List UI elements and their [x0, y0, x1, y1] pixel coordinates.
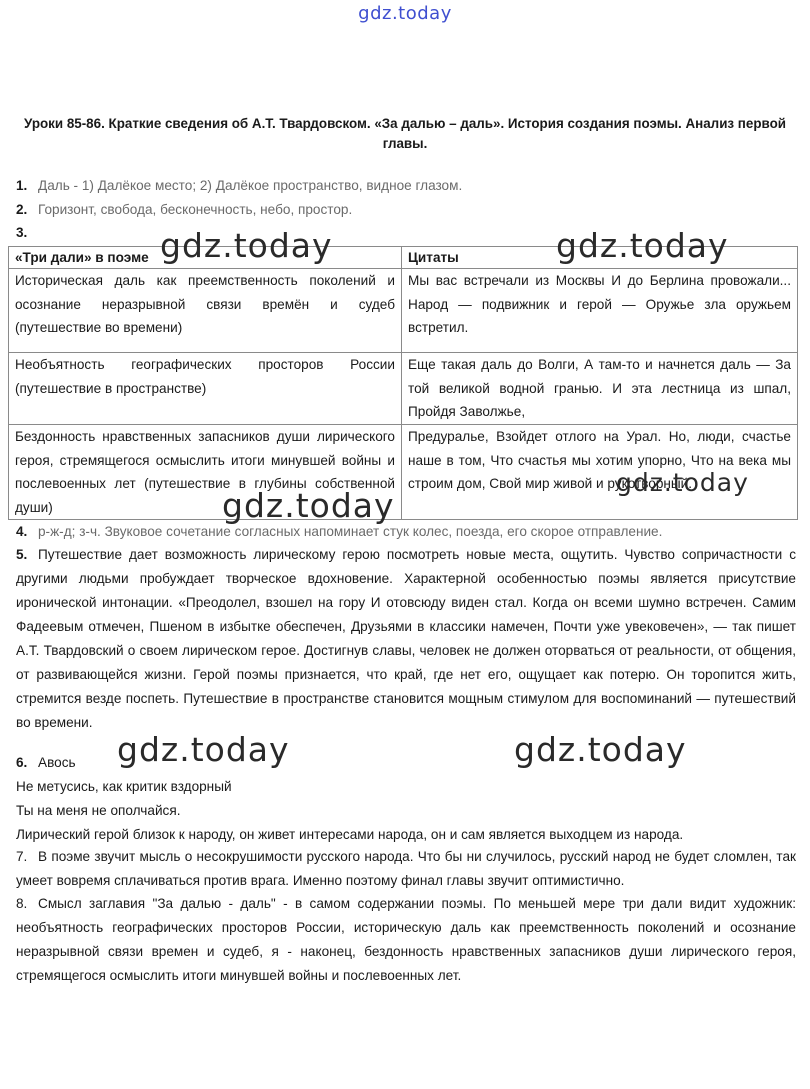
item-text: Горизонт, свобода, бесконечность, небо, простор.	[38, 202, 353, 217]
item-text: Смысл заглавия "За далью - даль" - в самом содержании поэмы. По меньшей мере три дали видит художник: необъятность географических просторов России, историческую даль как преемственность поколений и осознание неразрывной связи времен и судеб, я - наконец, бездонность нравственных запасников души лирического героя, стремящегося осмыслить итоги минувшей войны и послевоенных лет.	[16, 896, 796, 983]
table-cell: Мы вас встречали из Москвы И до Берлина провожали... Народ — подвижник и герой — Оружье зла оружьем встретил.	[402, 269, 798, 353]
item-number: 5.	[16, 547, 28, 562]
item-text: В поэме звучит мысль о несокрушимости русского народа. Что бы ни случилось, русский народ не будет сломлен, так умеет вовремя сплачиваться против врага. Именно поэтому финал главы звучит оптимистично.	[16, 849, 796, 888]
item-text: р-ж-д; з-ч. Звуковое сочетание согласных напоминает стук колес, поезда, его скорое отправление.	[38, 524, 663, 539]
item-number: 7.	[16, 849, 28, 864]
table-cell: Предуралье, Взойдет отлого на Урал. Но, люди, счастье наше в том, Что счастья мы хотим упорно, Что на века мы строим дом, Свой мир живой и рукотворный.	[402, 425, 798, 520]
watermark-text: gdz.today	[222, 486, 395, 525]
header-site-link[interactable]: gdz.today	[358, 3, 452, 24]
table-row	[9, 353, 798, 425]
list-item-5	[16, 543, 796, 735]
table-cell: Историческая даль как преемственность поколений и осознание неразрывной связи времён и судеб (путешествие во времени)	[9, 269, 402, 353]
table-header-cell: «Три дали» в поэме	[9, 247, 402, 269]
item-text: Путешествие дает возможность лирическому герою посмотреть новые места, ощутить. Чувство сопричастности с другими людьми пробуждает творческое вдохновение. Характерной особенностью поэмы является присутствие иронической интонации. «Преодолел, взошел на гору И отовсюду виден стал. Когда он всеми шумно встречен. Самим Фадеевым отмечен, Пшеном в избытке обеспечен, Друзьями в классики намечен, Почти уже увековечен», — так пишет А.Т. Твардовский о своем лирическом герое. Достигнув славы, человек не должен оторваться от реальности, от общения, от развивающейся жизни. Герой поэмы признается, что край, где нет его, ощущает как потерю. Он торопится жить, стремится везде поспеть. Путешествие в пространстве становится мощным стимулом для воспоминаний — путешествий во времени.	[16, 547, 796, 730]
watermark-text: gdz.today	[117, 730, 290, 769]
list-item-1	[16, 174, 796, 198]
item-text: Лирический герой близок к народу, он живет интересами народа, он и сам является выходцем из народа.	[16, 827, 684, 842]
table-row	[9, 269, 798, 353]
poem-line: Не метусись, как критик вздорный	[16, 779, 232, 794]
item-word: Авось	[38, 755, 76, 770]
page-title: Уроки 85-86. Краткие сведения об А.Т. Твардовском. «За далью – даль». История создания поэмы. Анализ первой главы.	[24, 116, 786, 151]
item-number: 8.	[16, 896, 28, 911]
watermark-text: gdz.today	[160, 226, 333, 265]
watermark-text: gdz.today	[556, 226, 729, 265]
item-number: 4.	[16, 524, 28, 539]
list-item-8	[16, 892, 796, 988]
item-number: 1.	[16, 178, 28, 193]
table-cell: Необъятность географических просторов России (путешествие в пространстве)	[9, 353, 402, 425]
list-item-2	[16, 198, 796, 222]
watermark-text: gdz.today	[514, 730, 687, 769]
table-header-cell: Цитаты	[402, 247, 798, 269]
item-number: 6.	[16, 755, 28, 770]
table-cell: Бездонность нравственных запасников души лирического героя, стремящегося осмыслить итоги минувшей войны и послевоенных лет (путешествие в глубины собственной души)	[9, 425, 402, 520]
poem-line: Ты на меня не ополчайся.	[16, 803, 181, 818]
item-text: Даль - 1) Далёкое место; 2) Далёкое пространство, видное глазом.	[38, 178, 463, 193]
list-item-4	[16, 520, 796, 544]
table-cell: Еще такая даль до Волги, А там-то и начнется даль — За той великой водной гранью. И эта лестница из шпал, Пройдя Заволжье,	[402, 353, 798, 425]
watermark-text: gdz.today	[616, 468, 749, 497]
list-item-7	[16, 845, 796, 893]
item-number: 3.	[16, 225, 28, 240]
item-number: 2.	[16, 202, 28, 217]
